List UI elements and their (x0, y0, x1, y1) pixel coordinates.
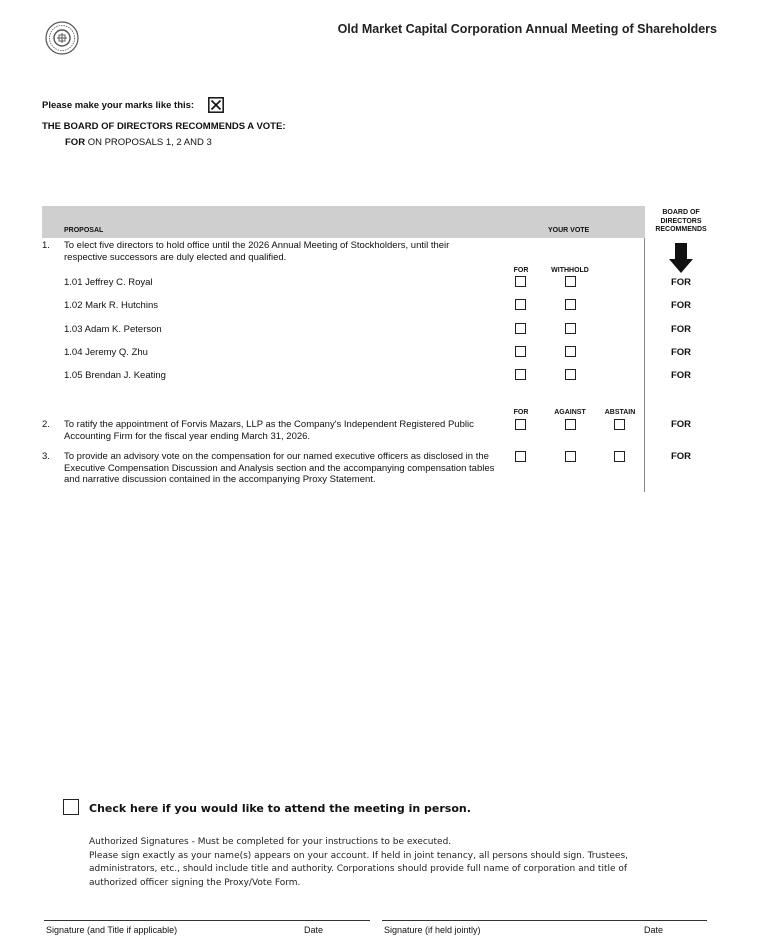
authorization-line-1: Authorized Signatures - Must be completed for your instructions to be executed. (89, 837, 452, 847)
proposal-1-number: 1. (42, 240, 50, 251)
proposal-2-against-checkbox[interactable] (565, 419, 576, 430)
recommendation-divider (644, 238, 645, 492)
nominee-1-withhold-checkbox[interactable] (565, 276, 576, 287)
date-1-label: Date (304, 925, 324, 935)
marks-instruction: Please make your marks like this: (42, 100, 195, 111)
proposal-2-against-header: AGAINST (554, 409, 586, 416)
nominee-4-recommendation: FOR (670, 347, 692, 358)
nominee-2-for-checkbox[interactable] (515, 299, 526, 310)
example-mark-icon (208, 97, 224, 113)
nominee-label: 1.02 Mark R. Hutchins (64, 300, 158, 311)
nominee-2-recommendation: FOR (670, 300, 692, 311)
proposal-1-for-header: FOR (513, 267, 529, 274)
attend-meeting-checkbox[interactable] (63, 799, 79, 815)
proposal-2-for-header: FOR (513, 409, 529, 416)
proposal-2-abstain-checkbox[interactable] (614, 419, 625, 430)
nominee-3-withhold-checkbox[interactable] (565, 323, 576, 334)
nominee-4-for-checkbox[interactable] (515, 346, 526, 357)
signature-2-label: Signature (if held jointly) (384, 925, 481, 935)
date-2-label: Date (644, 925, 664, 935)
authorization-line-2: Please sign exactly as your name(s) appears on your account. If held in joint tenancy, all persons should sign. Trustees, administrators, etc., should include title and authority. Corporations should provide full name of corporation and title of authorized officer signing the Proxy/Vote Form. (89, 850, 629, 888)
header-proposal: PROPOSAL (64, 227, 104, 234)
nominee-3-recommendation: FOR (670, 324, 692, 335)
proposal-1-withhold-header: WITHHOLD (551, 267, 589, 274)
nominee-4-withhold-checkbox[interactable] (565, 346, 576, 357)
nominee-5-withhold-checkbox[interactable] (565, 369, 576, 380)
proposal-2-text: To ratify the appointment of Forvis Mazars, LLP as the Company's Independent Registered Public Accounting Firm for the fiscal year ending March 31, 2026. (64, 419, 474, 442)
proposal-2-recommendation: FOR (670, 419, 692, 430)
signature-line-1[interactable] (44, 920, 370, 921)
signature-line-2[interactable] (382, 920, 707, 921)
for-proposals-text: ON PROPOSALS 1, 2 AND 3 (85, 137, 212, 148)
nominee-label: 1.04 Jeremy Q. Zhu (64, 347, 148, 358)
down-arrow-icon (669, 243, 693, 273)
nominee-1-for-checkbox[interactable] (515, 276, 526, 287)
signature-1-label: Signature (and Title if applicable) (46, 925, 178, 935)
nominee-5-for-checkbox[interactable] (515, 369, 526, 380)
proposal-3-abstain-checkbox[interactable] (614, 451, 625, 462)
proposal-3-text: To provide an advisory vote on the compensation for our named executive officers as disclosed in the Executive Compensation Discussion and Analysis section and the accompanying compensation tables and narrative discussion contained in the accompanying Proxy Statement. (64, 451, 495, 485)
proposal-2-for-checkbox[interactable] (515, 419, 526, 430)
proposal-3-against-checkbox[interactable] (565, 451, 576, 462)
page-title: Old Market Capital Corporation Annual Meeting of Shareholders (337, 22, 717, 36)
nominee-label: 1.03 Adam K. Peterson (64, 324, 162, 335)
nominee-5-recommendation: FOR (670, 370, 692, 381)
nominee-1-recommendation: FOR (670, 277, 692, 288)
header-your-vote: YOUR VOTE (548, 227, 590, 234)
nominee-label: 1.01 Jeffrey C. Royal (64, 277, 153, 288)
proposal-3-recommendation: FOR (670, 451, 692, 462)
board-recommendation-heading: THE BOARD OF DIRECTORS RECOMMENDS A VOTE: (42, 121, 286, 132)
nominee-label: 1.05 Brendan J. Keating (64, 370, 166, 381)
header-board-recommends: BOARD OF DIRECTORS RECOMMENDS (655, 209, 707, 233)
authorization-text (89, 836, 669, 890)
proposal-2-number: 2. (42, 419, 50, 430)
attend-meeting-label: Check here if you would like to attend the meeting in person. (89, 802, 471, 815)
board-recommendation-detail (65, 137, 212, 148)
corporate-seal-icon (45, 21, 79, 55)
proposal-3-number: 3. (42, 451, 50, 462)
nominee-3-for-checkbox[interactable] (515, 323, 526, 334)
for-label: FOR (65, 137, 86, 148)
proposal-2-abstain-header: ABSTAIN (604, 409, 636, 416)
proposal-3-for-checkbox[interactable] (515, 451, 526, 462)
proposal-1-text: To elect five directors to hold office until the 2026 Annual Meeting of Stockholders, until their respective successors are duly elected and qualified. (64, 240, 450, 263)
nominee-2-withhold-checkbox[interactable] (565, 299, 576, 310)
